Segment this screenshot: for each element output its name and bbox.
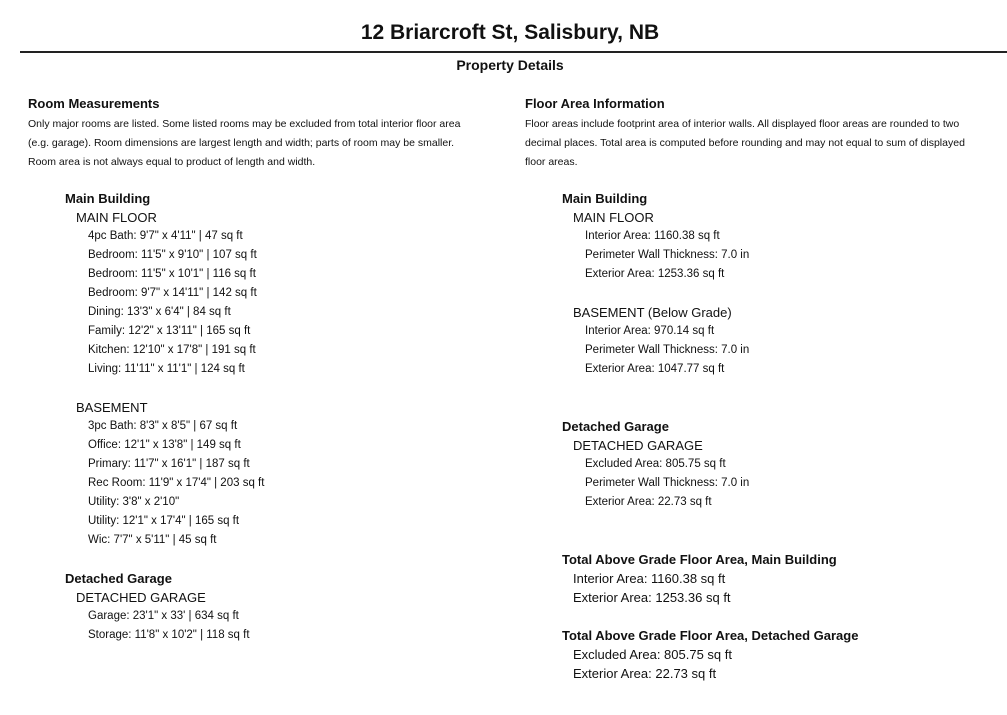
room-item: Bedroom: 11'5" x 9'10" | 107 sq ft [88,249,257,261]
floor-note-line: decimal places. Total area is computed before rounding and may not equal to sum of displayed [525,137,965,149]
area-total-item: Excluded Area: 805.75 sq ft [573,647,732,662]
floor-area-heading: Floor Area Information [525,96,665,111]
room-item: 3pc Bath: 8'3" x 8'5" | 67 sq ft [88,420,238,432]
area-detached-garage [562,417,1003,512]
room-item: 4pc Bath: 9'7" x 4'11" | 47 sq ft [88,230,243,242]
area-main-building [562,189,1003,379]
room-item: Utility: 3'8" x 2'10" [88,496,180,508]
rooms-main-floor-label: MAIN FLOOR [76,210,157,225]
area-total-main [562,550,1003,607]
area-main-building-heading: Main Building [562,191,648,206]
room-item: Family: 12'2" x 13'11" | 165 sq ft [88,325,251,337]
room-item: Rec Room: 11'9" x 17'4" | 203 sq ft [88,477,265,489]
room-item: Garage: 23'1" x 33' | 634 sq ft [88,610,239,622]
room-measurements-heading: Room Measurements [28,96,160,111]
area-item: Interior Area: 1160.38 sq ft [585,230,720,242]
floor-area-section [525,96,1003,683]
area-item: Excluded Area: 805.75 sq ft [585,458,726,470]
room-item: Utility: 12'1" x 17'4" | 165 sq ft [88,515,240,527]
area-item: Exterior Area: 1253.36 sq ft [585,268,725,280]
room-item: Kitchen: 12'10" x 17'8" | 191 sq ft [88,344,256,356]
area-total-item: Exterior Area: 22.73 sq ft [573,666,717,681]
rooms-garage-heading: Detached Garage [65,571,172,586]
room-item: Bedroom: 9'7" x 14'11" | 142 sq ft [88,287,257,299]
area-item: Perimeter Wall Thickness: 7.0 in [585,477,750,489]
area-total-item: Interior Area: 1160.38 sq ft [573,571,726,586]
area-total-main-heading: Total Above Grade Floor Area, Main Building [562,552,837,567]
page-title: 12 Briarcroft St, Salisbury, NB [360,21,660,44]
area-item: Perimeter Wall Thickness: 7.0 in [585,344,750,356]
area-main-floor-label: MAIN FLOOR [573,210,654,225]
room-item: Living: 11'11" x 11'1" | 124 sq ft [88,363,245,375]
rooms-basement-label: BASEMENT [76,400,148,415]
area-total-item: Exterior Area: 1253.36 sq ft [573,590,731,605]
room-note-line: (e.g. garage). Room dimensions are largest length and width; parts of room may be smaller. [28,137,455,149]
area-total-garage [562,626,1003,683]
room-item: Office: 12'1" x 13'8" | 149 sq ft [88,439,241,451]
area-garage-heading: Detached Garage [562,419,669,434]
room-item: Dining: 13'3" x 6'4" | 84 sq ft [88,306,231,318]
rooms-garage-floor-label: DETACHED GARAGE [76,590,206,605]
area-item: Interior Area: 970.14 sq ft [585,325,715,337]
area-garage-floor-label: DETACHED GARAGE [573,438,703,453]
room-note-line: Room area is not always equal to product of length and width. [28,156,316,168]
area-total-garage-heading: Total Above Grade Floor Area, Detached Garage [562,628,859,643]
area-item: Perimeter Wall Thickness: 7.0 in [585,249,750,261]
area-item: Exterior Area: 1047.77 sq ft [585,363,725,375]
area-item: Exterior Area: 22.73 sq ft [585,496,712,508]
room-item: Bedroom: 11'5" x 10'1" | 116 sq ft [88,268,256,280]
floor-note-line: floor areas. [525,156,578,168]
room-measurements-section [28,96,498,645]
room-note-line: Only major rooms are listed. Some listed rooms may be excluded from total interior floor area [28,118,461,130]
area-basement-label: BASEMENT (Below Grade) [573,305,732,320]
room-item: Wic: 7'7" x 5'11" | 45 sq ft [88,534,217,546]
room-item: Storage: 11'8" x 10'2" | 118 sq ft [88,629,250,641]
floor-note-line: Floor areas include footprint area of interior walls. All displayed floor areas are rounded to two [525,118,960,130]
page-subtitle: Property Details [456,57,564,73]
title-divider [20,51,1007,53]
room-item: Primary: 11'7" x 16'1" | 187 sq ft [88,458,250,470]
rooms-main-building [65,189,498,550]
rooms-main-building-heading: Main Building [65,191,151,206]
rooms-detached-garage [65,569,498,645]
